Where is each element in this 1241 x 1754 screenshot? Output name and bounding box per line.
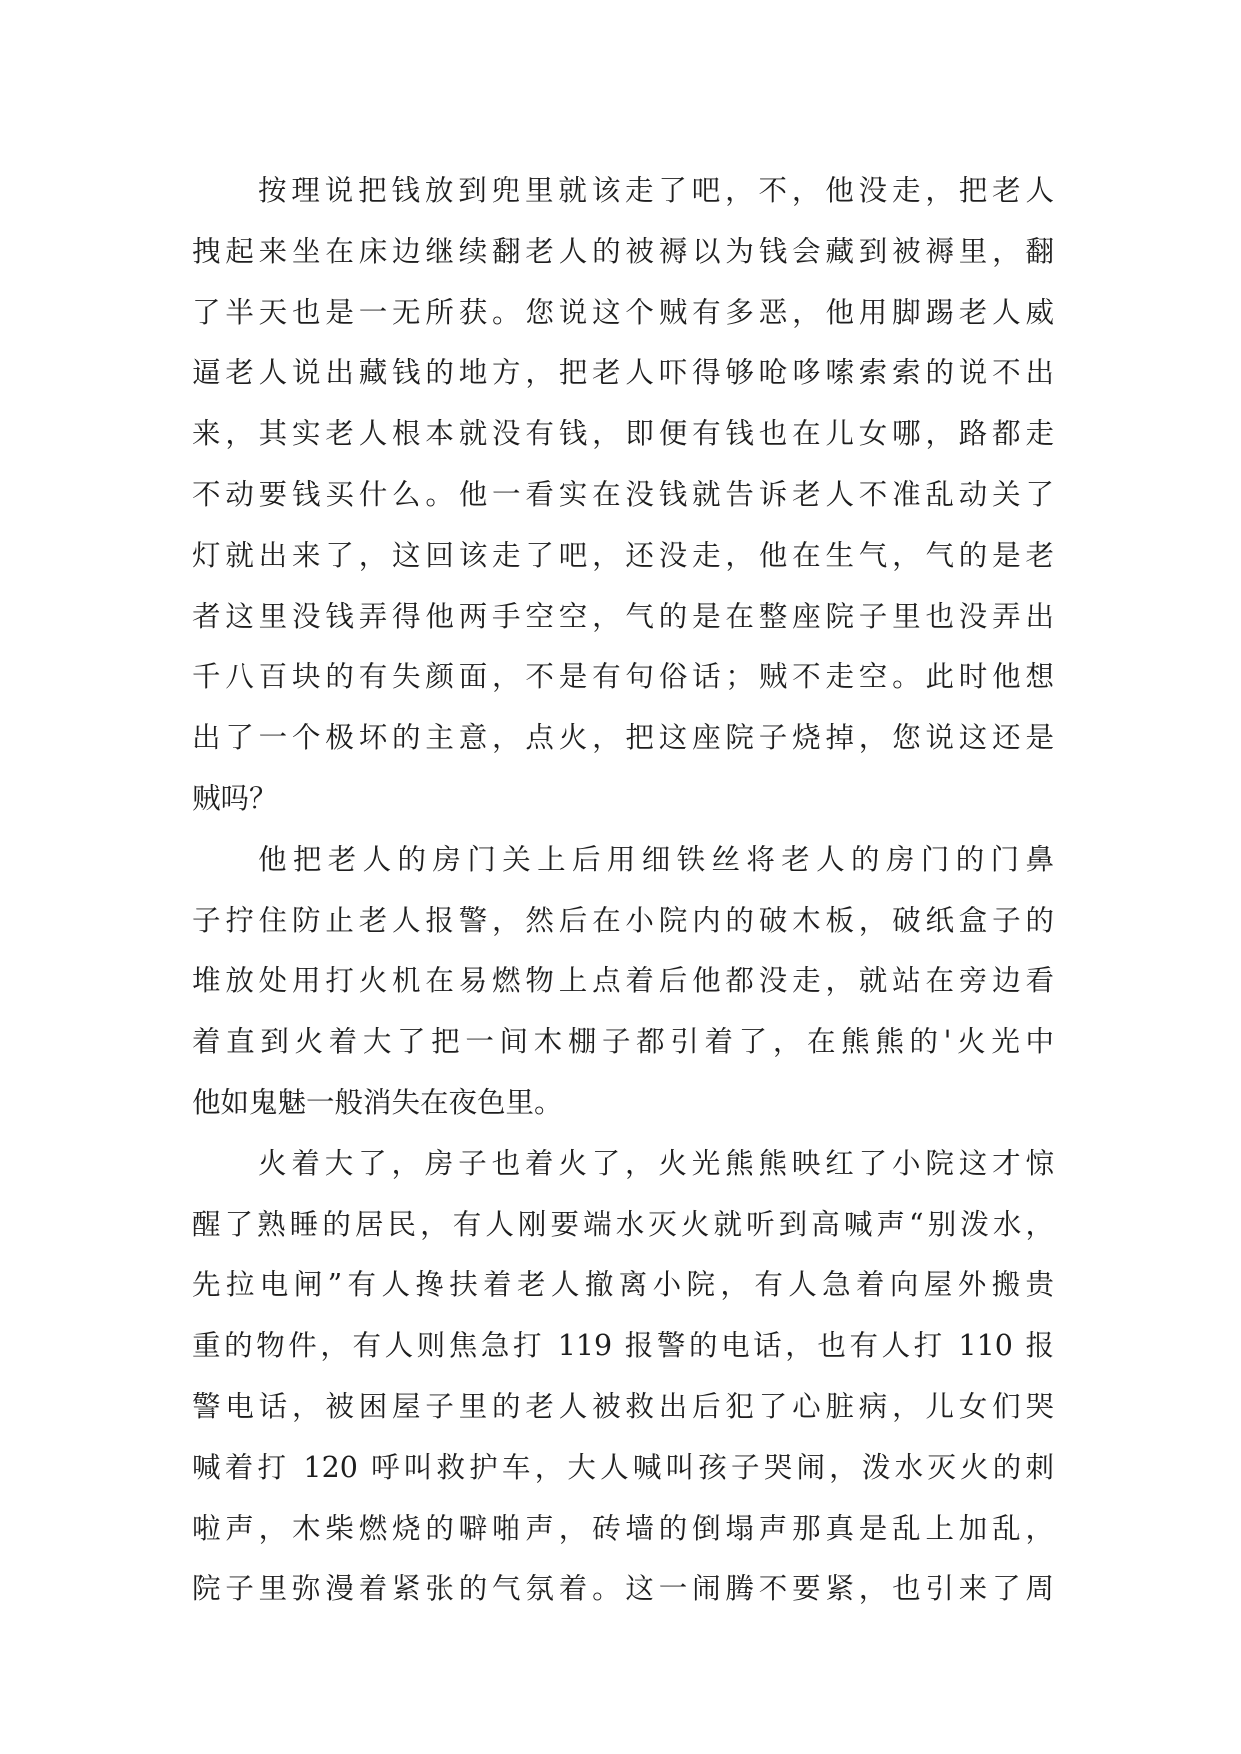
text-line: 子拧住防止老人报警，然后在小院内的破木板，破纸盒子的 [192,903,1054,937]
text-line: 院子里弥漫着紧张的气氛着。这一闹腾不要紧，也引来了周 [192,1572,1054,1606]
text-line: 他如鬼魅一般消失在夜色里。 [192,1085,563,1119]
text-line: 他把老人的房门关上后用细铁丝将老人的房门的门鼻 [258,842,1054,876]
text-line: 灯就出来了，这回该走了吧，还没走，他在生气，气的是老 [192,538,1054,572]
text-line: 火着大了，房子也着火了，火光熊熊映红了小院这才惊 [258,1146,1054,1180]
document-body [192,161,1054,1620]
text-line: 着直到火着大了把一间木棚子都引着了，在熊熊的'火光中 [192,1025,1054,1059]
text-line: 逼老人说出藏钱的地方，把老人吓得够呛哆嗦索索的说不出 [192,356,1054,390]
text-line: 啦声，木柴燃烧的噼啪声，砖墙的倒塌声那真是乱上加乱， [192,1511,1054,1545]
paragraph-1 [192,161,1054,830]
text-line: 千八百块的有失颜面，不是有句俗话；贼不走空。此时他想 [192,660,1054,694]
text-line: 不动要钱买什么。他一看实在没钱就告诉老人不准乱动关了 [192,477,1054,511]
text-line: 重的物件，有人则焦急打 119 报警的电话，也有人打 110 报 [192,1329,1054,1363]
text-line: 警电话，被困屋子里的老人被救出后犯了心脏病，儿女们哭 [192,1389,1054,1423]
text-line: 先拉电闸”有人搀扶着老人撤离小院，有人急着向屋外搬贵 [192,1268,1054,1302]
text-line: 按理说把钱放到兜里就该走了吧，不，他没走，把老人 [258,174,1054,207]
text-line: 堆放处用打火机在易燃物上点着后他都没走，就站在旁边看 [192,964,1054,998]
paragraph-2 [192,830,1054,1134]
text-line: 醒了熟睡的居民，有人刚要端水灭火就听到高喊声“别泼水， [192,1207,1054,1241]
text-line: 了半天也是一无所获。您说这个贼有多恶，他用脚踢老人威 [192,295,1054,329]
text-line: 出了一个极坏的主意，点火，把这座院子烧掉，您说这还是 [192,721,1054,755]
text-line: 喊着打 120 呼叫救护车，大人喊叫孩子哭闹，泼水灭火的刺 [192,1450,1054,1484]
text-line: 贼吗？ [192,781,278,815]
paragraph-3 [192,1134,1054,1620]
text-line: 者这里没钱弄得他两手空空，气的是在整座院子里也没弄出 [192,599,1054,633]
text-line: 拽起来坐在床边继续翻老人的被褥以为钱会藏到被褥里，翻 [192,234,1054,268]
text-line: 来，其实老人根本就没有钱，即便有钱也在儿女哪，路都走 [192,417,1054,451]
